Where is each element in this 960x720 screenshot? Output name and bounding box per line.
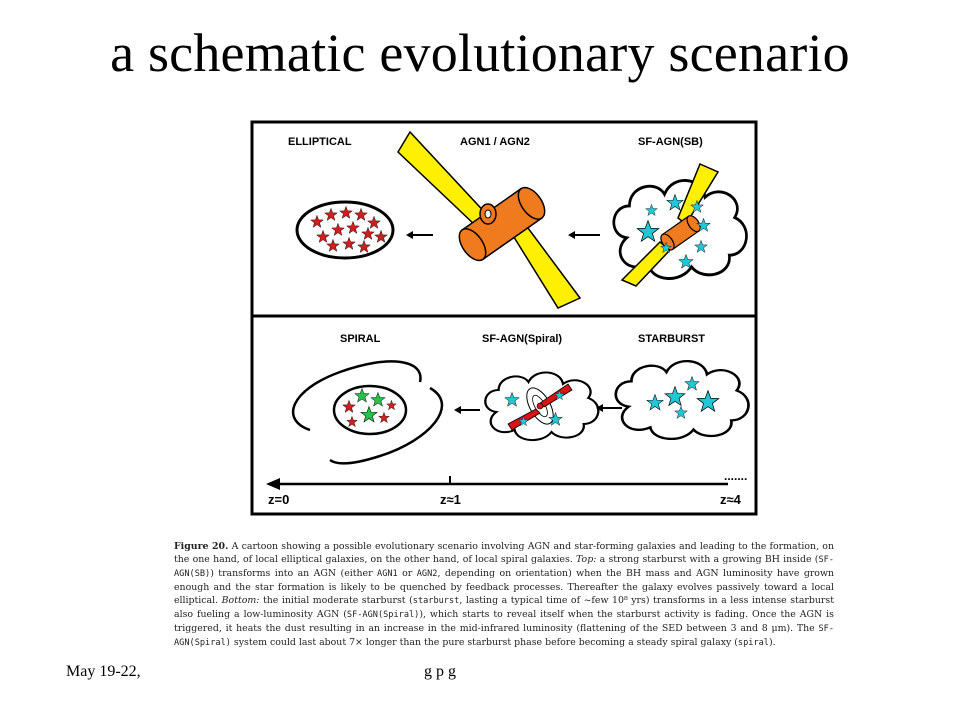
axis-label-z0: z=0 [268,492,290,507]
caption-text: ) transforms into an AGN (either [210,568,378,579]
caption-code: SF-AGN(Spiral) [346,610,420,620]
figure-caption [174,540,834,650]
caption-text: system could last about 7× longer than the pure starburst phase before becoming a steady spiral galaxy ( [230,637,738,648]
axis-dots: ....... [724,469,748,483]
label-starburst: STARBURST [638,333,706,345]
footer-partial-text: g p g [424,663,456,680]
caption-code: spiral [737,638,769,648]
caption-text: a strong starburst with a growing BH inside ( [596,554,819,565]
slide-title: a schematic evolutionary scenario [110,23,850,83]
evolution-diagram [250,120,758,516]
elliptical-galaxy [297,202,393,258]
caption-bottom-word: Bottom: [221,595,260,606]
diagram-svg [250,120,758,516]
label-sfagn-sb: SF-AGN(SB) [638,136,703,148]
footer-date: May 19-22, [66,663,145,681]
caption-code: SF-AGN(SB) [174,555,834,579]
caption-code: AGN2 [416,569,438,579]
caption-text: or [397,568,417,579]
label-sfagn-spiral: SF-AGN(Spiral) [482,333,563,345]
caption-code: starburst [412,596,460,606]
axis-label-z4: z≈4 [720,492,741,507]
caption-top-word: Top: [576,554,597,565]
axis-label-z1: z≈1 [440,492,461,507]
caption-text: , depending on orientation) when the BH mass and AGN luminosity have grown enough and the star formation is likely to be quenched by feedback processes. Thereafter the galaxy evolves passively toward a local elliptical. [174,568,835,606]
label-agn: AGN1 / AGN2 [460,136,530,148]
caption-code: AGN1 [377,569,398,579]
caption-code: SF-AGN(Spiral) [174,624,834,648]
caption-text: the initial moderate starburst ( [259,595,413,606]
caption-text: A cartoon showing a possible evolutionary scenario involving AGN and star-forming galaxies and leading to the formation, on the one hand, of local elliptical galaxies, on the other hand, of local spiral galaxies. [174,541,834,565]
caption-text: ). [768,637,776,648]
sfagn-spiral-cloud [485,372,598,440]
caption-text: , lasting a typical time of ~few 10⁸ yrs) transforms in a less intense starburst also fueling a low-luminosity AGN ( [174,595,834,620]
caption-figure-label: Figure 20. [174,541,229,552]
starburst-cloud [616,361,749,439]
caption-text: ), which starts to reveal itself when the starburst activity is fading. Once the AGN is triggered, it heats the dust resulting in an increase in the mid-infrared luminosity (flattening of the SED between 3 and 8 μm). The [174,609,834,634]
label-elliptical: ELLIPTICAL [288,136,352,148]
label-spiral: SPIRAL [340,333,381,345]
